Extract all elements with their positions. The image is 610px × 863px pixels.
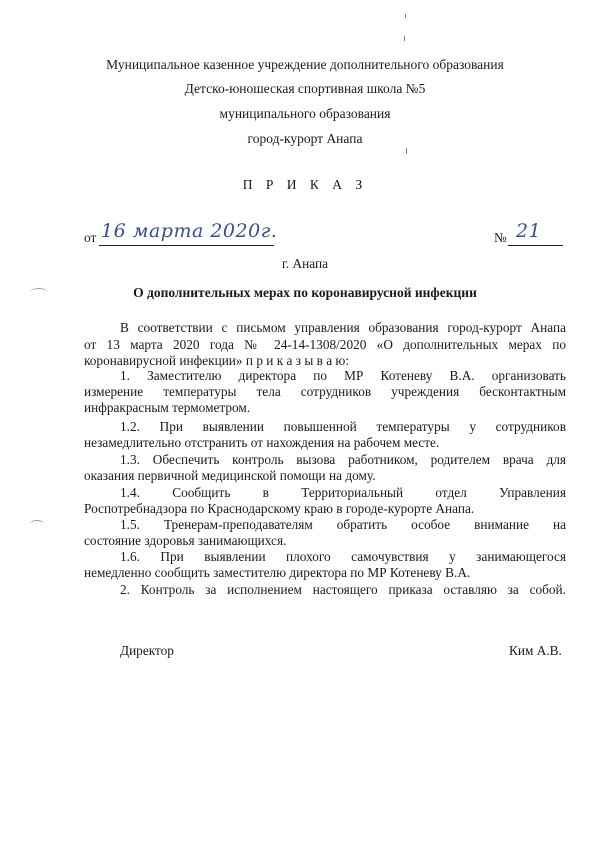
intro-line-3: коронавирусной инфекции» п р и к а з ы в а ю: xyxy=(84,353,350,368)
document-title: П Р И К А З xyxy=(242,177,368,192)
date-underline xyxy=(99,245,274,246)
number-prefix: № xyxy=(494,230,507,245)
org-name-line-1: Муниципальное казенное учреждение дополнительного образования xyxy=(106,57,504,72)
item-2: 2. Контроль за исполнением настоящего приказа оставляю за собой. xyxy=(120,582,566,597)
item-1-5-line-2: состояние здоровья занимающихся. xyxy=(84,533,287,548)
scan-speck xyxy=(404,36,405,41)
org-name-line-2: Детско-юношеская спортивная школа №5 xyxy=(184,81,426,96)
org-name-line-4: город-курорт Анапа xyxy=(247,131,363,146)
intro-line-2: от 13 марта 2020 года № 24-14-1308/2020 «О дополнительных мерах по xyxy=(84,337,566,352)
number-underline xyxy=(508,245,563,246)
number-handwritten: 21 xyxy=(516,220,542,242)
item-1-6-line-2: немедленно сообщить заместителю директора по МР Котеневу В.А. xyxy=(84,565,471,580)
scan-mark xyxy=(30,520,44,528)
date-handwritten: 16 марта 2020г. xyxy=(101,220,278,242)
item-1-5-line-1: 1.5. Тренерам-преподавателям обратить особое внимание на xyxy=(120,517,566,532)
signature-name: Ким А.В. xyxy=(509,643,562,658)
item-1-line-3: инфракрасным термометром. xyxy=(84,400,251,415)
intro-line-1: В соответствии с письмом управления образования город-курорт Анапа xyxy=(120,320,566,335)
item-1-line-1: 1. Заместителю директора по МР Котеневу В.А. организовать xyxy=(120,368,566,383)
item-1-3-line-1: 1.3. Обеспечить контроль вызова работником, родителем врача для xyxy=(120,452,566,467)
scan-speck xyxy=(406,148,407,154)
date-prefix: от xyxy=(84,230,97,245)
city: г. Анапа xyxy=(281,256,329,271)
item-1-4-line-1: 1.4. Сообщить в Территориальный отдел Управления xyxy=(120,485,566,500)
org-name-line-3: муниципального образования xyxy=(219,106,391,121)
item-1-2-line-1: 1.2. При выявлении повышенной температуры у сотрудников xyxy=(120,419,566,434)
item-1-line-2: измерение температуры тела сотрудников учреждения бесконтактным xyxy=(84,384,566,399)
item-1-6-line-1: 1.6. При выявлении плохого самочувствия у занимающегося xyxy=(120,549,566,564)
signature-position: Директор xyxy=(120,643,174,658)
item-1-4-line-2: Роспотребнадзора по Краснодарскому краю в городе-курорте Анапа. xyxy=(84,501,475,516)
order-heading: О дополнительных мерах по коронавирусной инфекции xyxy=(133,285,477,300)
item-1-3-line-2: оказания первичной медицинской помощи на дому. xyxy=(84,468,376,483)
item-1-2-line-2: незамедлительно отстранить от нахождения на рабочем месте. xyxy=(84,435,440,450)
scan-speck xyxy=(405,14,406,18)
